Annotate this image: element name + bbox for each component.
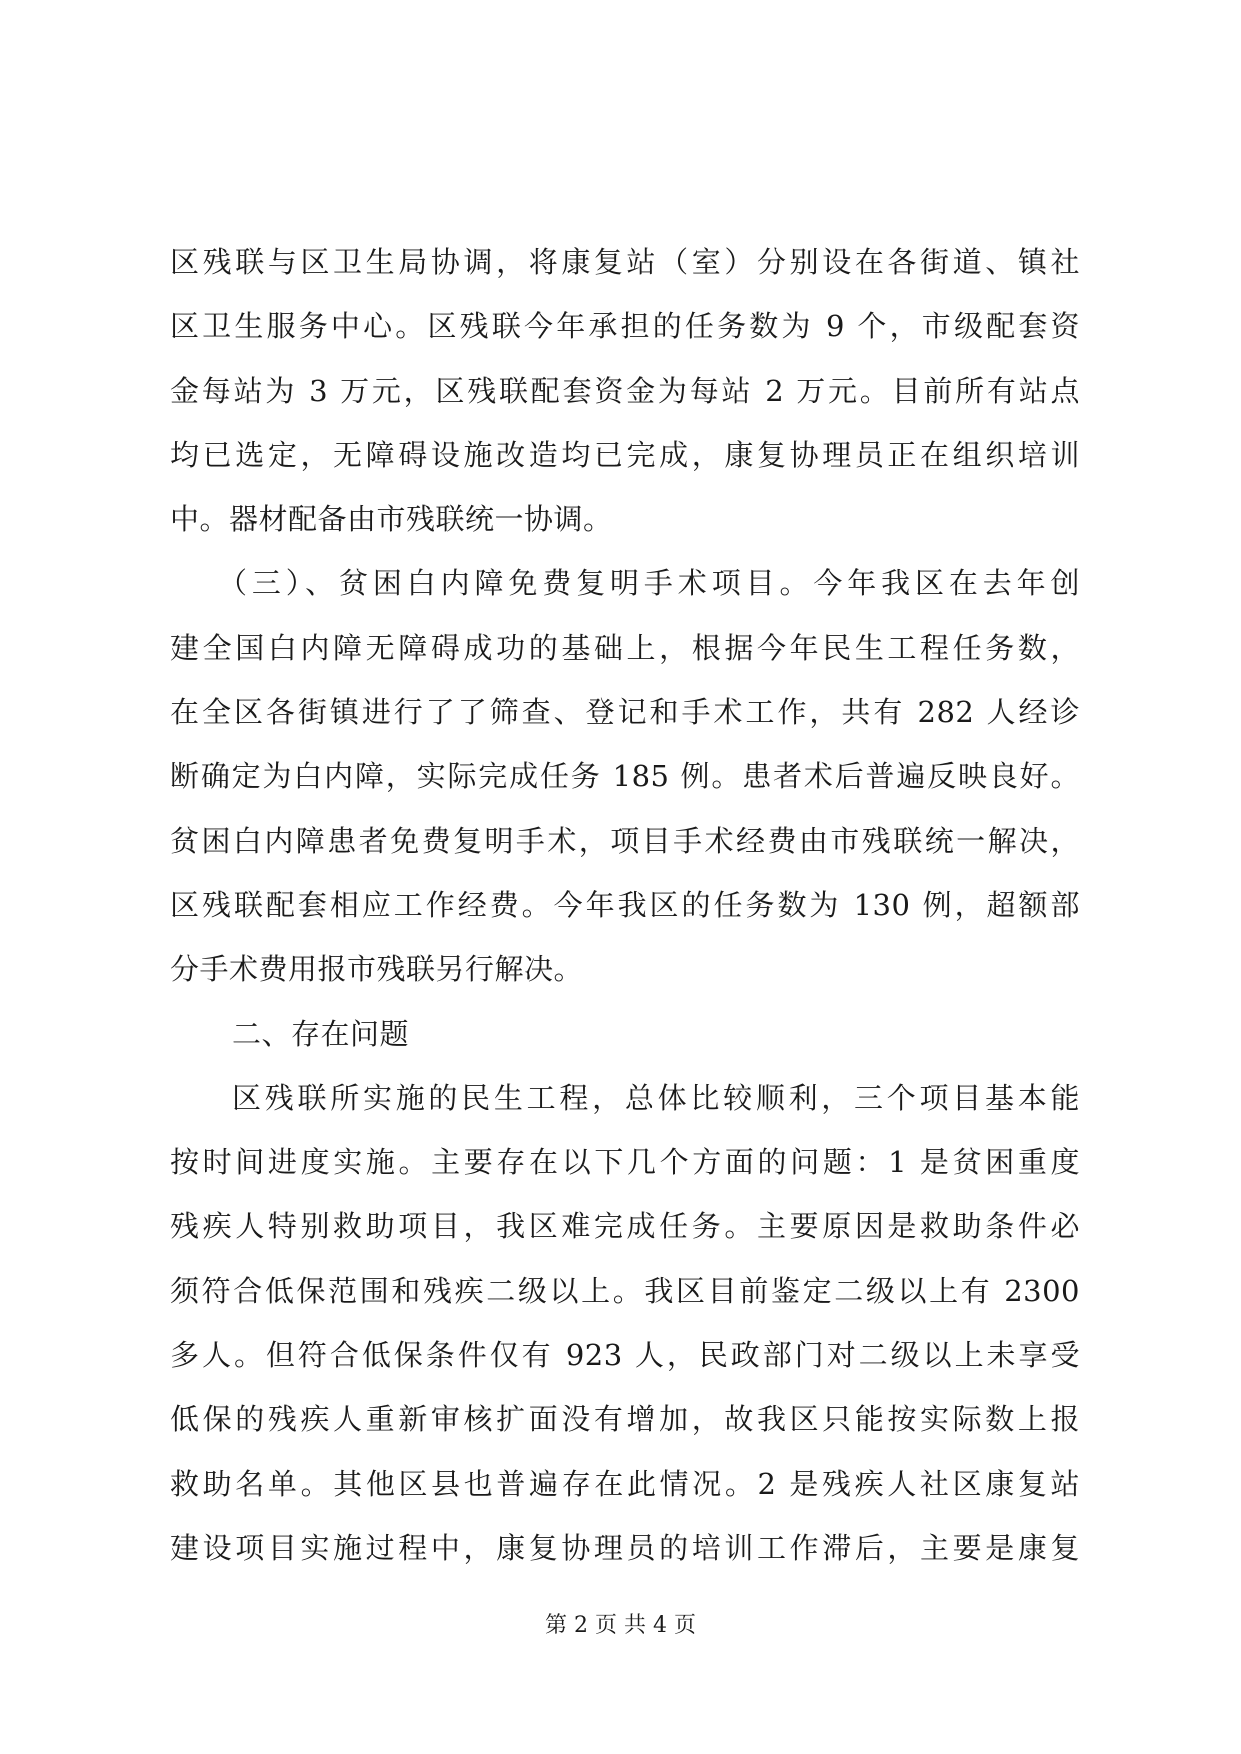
text-line: 中。器材配备由市残联统一协调。 [170, 502, 613, 537]
text-line: 贫困白内障患者免费复明手术，项目手术经费由市残联统一解决， [170, 823, 1080, 858]
text-line: 建设项目实施过程中，康复协理员的培训工作滞后，主要是康复 [170, 1530, 1080, 1565]
text-line: 救助名单。其他区县也普遍存在此情况。2 是残疾人社区康复站 [170, 1466, 1080, 1501]
text-line: 残疾人特别救助项目，我区难完成任务。主要原因是救助条件必 [170, 1209, 1080, 1244]
text-line: 须符合低保范围和残疾二级以上。我区目前鉴定二级以上有 2300 [170, 1273, 1080, 1308]
text-line: 断确定为白内障，实际完成任务 185 例。患者术后普遍反映良好。 [170, 759, 1080, 794]
text-line: 多人。但符合低保条件仅有 923 人，民政部门对二级以上未享受 [170, 1338, 1080, 1373]
text-line: 区卫生服务中心。区残联今年承担的任务数为 9 个，市级配套资 [170, 309, 1080, 344]
text-line: 区残联配套相应工作经费。今年我区的任务数为 130 例，超额部 [170, 887, 1080, 922]
section-heading-line: （三）、贫困白内障免费复明手术项目。今年我区在去年创 [218, 566, 1080, 601]
text-line: 建全国白内障无障碍成功的基础上，根据今年民生工程任务数， [170, 630, 1080, 665]
text-line: 低保的残疾人重新审核扩面没有增加，故我区只能按实际数上报 [170, 1402, 1080, 1437]
text-line: 均已选定，无障碍设施改造均已完成，康复协理员正在组织培训 [170, 437, 1080, 472]
text-line: 分手术费用报市残联另行解决。 [170, 952, 584, 987]
text-line: 区残联所实施的民生工程，总体比较顺利，三个项目基本能 [232, 1080, 1080, 1115]
text-line: 按时间进度实施。主要存在以下几个方面的问题：1 是贫困重度 [170, 1145, 1080, 1180]
text-line: 在全区各街镇进行了了筛查、登记和手术工作，共有 282 人经诊 [170, 695, 1080, 730]
section-heading: 二、存在问题 [232, 1016, 410, 1051]
body-text [170, 230, 1080, 1580]
text-line: 金每站为 3 万元，区残联配套资金为每站 2 万元。目前所有站点 [170, 373, 1080, 408]
text-line: 区残联与区卫生局协调，将康复站（室）分别设在各街道、镇社 [170, 245, 1080, 279]
page-footer: 第 2 页 共 4 页 [545, 1613, 696, 1638]
